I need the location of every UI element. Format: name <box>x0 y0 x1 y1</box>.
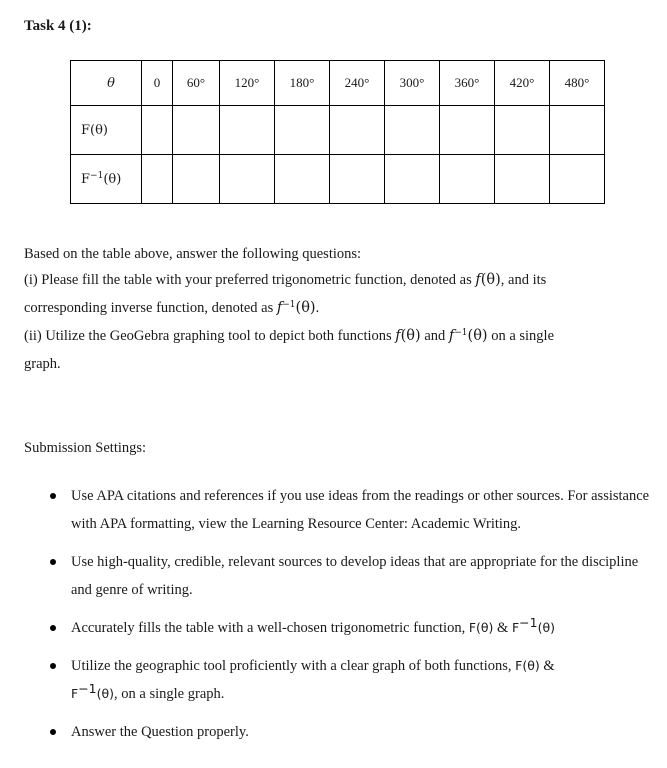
angle-cell: 300° <box>385 61 440 106</box>
empty-cell[interactable] <box>275 106 330 155</box>
theta-header-cell: θ <box>71 61 142 106</box>
task-title: Task 4 (1): <box>24 18 92 34</box>
empty-cell[interactable] <box>550 155 605 204</box>
submission-settings-label: Submission Settings: <box>24 440 147 456</box>
bullet-icon <box>50 663 56 669</box>
list-item: Use APA citations and references if you use ideas from the readings or other sources. For assistance with APA formatting, view the Learning Resource Center: Academic Writing. <box>0 482 650 538</box>
empty-cell[interactable] <box>330 155 385 204</box>
angle-cell: 360° <box>440 61 495 106</box>
empty-cell[interactable] <box>173 155 220 204</box>
question-1: (i) Please fill the table with your preferred trigonometric function, denoted as f(θ), and its corresponding inverse function, denoted as $f^{-1}(\theta)$. <box>24 272 547 316</box>
question-2: (ii) Utilize the GeoGebra graphing tool to depict both functions f(θ) and $f^{-1}(\theta)$ on a single graph. <box>24 328 555 372</box>
table-header-row <box>71 61 605 106</box>
angle-cell: 180° <box>275 61 330 106</box>
empty-cell[interactable] <box>440 155 495 204</box>
empty-cell[interactable] <box>220 106 275 155</box>
bullet-icon <box>50 559 56 565</box>
settings-list <box>0 482 650 746</box>
empty-cell[interactable] <box>440 106 495 155</box>
empty-cell[interactable] <box>495 106 550 155</box>
empty-cell[interactable] <box>173 106 220 155</box>
bullet-icon <box>50 625 56 631</box>
empty-cell[interactable] <box>142 106 173 155</box>
bullet-icon <box>50 729 56 735</box>
empty-cell[interactable] <box>220 155 275 204</box>
list-item: Use high-quality, credible, relevant sources to develop ideas that are appropriate for the discipline and genre of writing. <box>0 548 650 604</box>
empty-cell[interactable] <box>385 155 440 204</box>
angle-cell: 0 <box>142 61 173 106</box>
empty-cell[interactable] <box>495 155 550 204</box>
angle-cell: 60° <box>173 61 220 106</box>
row-label-f-inverse: $F^{-1}(\theta)$ <box>71 155 142 204</box>
angle-cell: 240° <box>330 61 385 106</box>
angle-cell: 120° <box>220 61 275 106</box>
row-label-f: F(θ) <box>71 106 142 155</box>
angle-cell: 420° <box>495 61 550 106</box>
intro-text: Based on the table above, answer the following questions: <box>24 246 362 262</box>
empty-cell[interactable] <box>330 106 385 155</box>
angle-cell: 480° <box>550 61 605 106</box>
empty-cell[interactable] <box>142 155 173 204</box>
bullet-icon <box>50 493 56 499</box>
empty-cell[interactable] <box>275 155 330 204</box>
table-row-f <box>71 106 605 155</box>
list-item: Accurately fills the table with a well-chosen trigonometric function, F(θ) & $F^{-1}(\theta)$ <box>0 614 650 642</box>
list-item: Utilize the geographic tool proficiently with a clear graph of both functions, F(θ) & $F^{-1}(\theta)$, on a single graph. <box>0 652 650 708</box>
values-table <box>70 60 605 204</box>
list-item: Answer the Question properly. <box>0 718 650 746</box>
empty-cell[interactable] <box>550 106 605 155</box>
table-row-f-inverse <box>71 155 605 204</box>
empty-cell[interactable] <box>385 106 440 155</box>
